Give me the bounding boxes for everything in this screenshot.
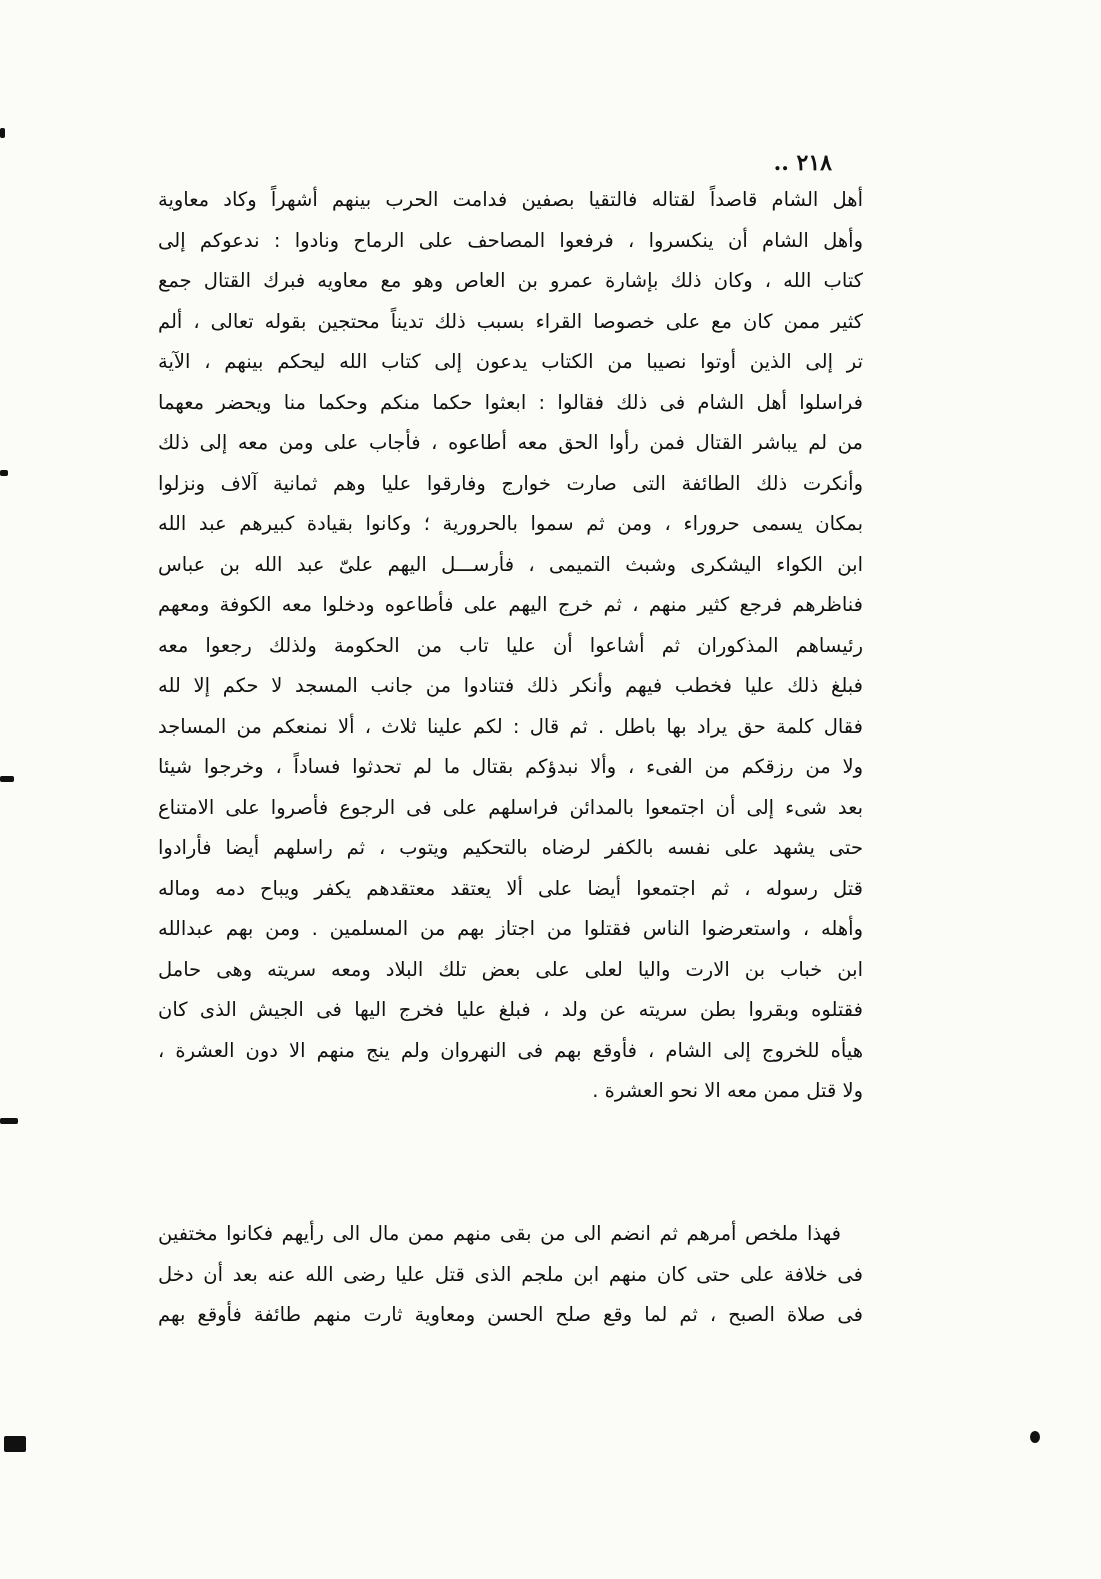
page-number: ٢١٨ .. — [773, 150, 832, 176]
scan-mark — [0, 470, 8, 476]
text-line: وأنكرت ذلك الطائفة التى صارت خوارج وفارقوا عليا وهم ثمانية آلاف ونزلوا — [158, 471, 863, 495]
text-line: فبلغ ذلك عليا فخطب فيهم وأنكر ذلك فتنادوا من جانب المسجد لا حكم إلا لله — [158, 674, 863, 697]
text-line: وأهل الشام أن ينكسروا ، فرفعوا المصاحف على الرماح ونادوا : ندعوكم إلى — [158, 228, 863, 252]
text-line: هيأه للخروج إلى الشام ، فأوقع بهم فى النهروان ولم ينج منهم الا دون العشرة ، — [158, 1038, 863, 1062]
text-line: فراسلوا أهل الشام فى ذلك فقالوا : ابعثوا حكما منكم وحكما منا ويحضر معهما — [158, 390, 863, 414]
scan-mark — [4, 1436, 26, 1452]
text-line: حتى يشهد على نفسه بالكفر لرضاه بالتحكيم ويتوب ، ثم راسلهم أيضا فأرادوا — [158, 836, 863, 859]
text-line: فقتلوه وبقروا بطن سريته عن ولد ، فبلغ عليا فخرج اليها فى الجيش الذى كان — [158, 998, 863, 1021]
scan-mark — [1030, 1431, 1040, 1443]
text-line: فناظرهم فرجع كثير منهم ، ثم خرج اليهم على فأطاعوه ودخلوا معه الكوفة ومعهم — [158, 593, 863, 616]
text-line: وأهله ، واستعرضوا الناس فقتلوا من اجتاز بهم من المسلمين . ومن بهم عبدالله — [158, 917, 863, 940]
text-line: فقال كلمة حق يراد بها باطل . ثم قال : لكم علينا ثلاث ، ألا نمنعكم من المساجد — [158, 714, 863, 738]
text-line: فى صلاة الصبح ، ثم لما وقع صلح الحسن ومعاوية ثارت منهم طائفة فأوقع بهم — [158, 1303, 863, 1326]
body-paragraph-2 — [158, 1214, 863, 1336]
scan-mark — [0, 128, 5, 138]
scan-mark — [0, 1118, 18, 1124]
text-line: كتاب الله ، وكان ذلك بإشارة عمرو بن العاص وهو مع معاويه فبرك القتال جمع — [158, 269, 863, 292]
text-line: أهل الشام قاصداً لقتاله فالتقيا بصفين فدامت الحرب بينهم أشهراً وكاد معاوية — [158, 188, 863, 211]
text-line: رئيساهم المذكوران ثم أشاعوا أن عليا تاب من الحكومة ولذلك رجعوا معه — [158, 633, 863, 657]
text-line: تر إلى الذين أوتوا نصيبا من الكتاب يدعون إلى كتاب الله ليحكم بينهم ، الآية — [158, 350, 863, 373]
text-line: ابن خباب بن الارت واليا لعلى على بعض تلك البلاد ومعه سريته وهى حامل — [158, 957, 863, 981]
text-line: ابن الكواء اليشكرى وشبث التميمى ، فأرســـل اليهم علىّ عبد الله بن عباس — [158, 552, 863, 576]
body-paragraph-1 — [158, 180, 863, 1112]
text-line: من لم يباشر القتال فمن رأوا الحق معه أطاعوه ، فأجاب على ومن معه إلى ذلك — [158, 431, 863, 454]
text-line: بمكان يسمى حروراء ، ومن ثم سموا بالحرورية ؛ وكانوا بقيادة كبيرهم عبد الله — [158, 512, 863, 535]
text-line: كثير ممن كان مع على خصوصا القراء بسبب ذلك تديناً محتجين بقوله تعالى ، ألم — [158, 309, 863, 333]
text-line: قتل رسوله ، ثم اجتمعوا أيضا على ألا يعتقد معتقدهم يكفر ويباح دمه وماله — [158, 876, 863, 900]
text-line: فى خلافة على حتى كان منهم ابن ملجم الذى قتل عليا رضى الله عنه بعد أن دخل — [158, 1262, 863, 1286]
text-line: فهذا ملخص أمرهم ثم انضم الى من بقى منهم ممن مال الى رأيهم فكانوا مختفين — [158, 1222, 841, 1245]
text-line: بعد شىء إلى أن اجتمعوا بالمدائن فراسلهم على فى الرجوع فأصروا على الامتناع — [158, 795, 863, 819]
text-line: ولا قتل ممن معه الا نحو العشرة . — [592, 1079, 863, 1102]
text-line: ولا من رزقكم من الفىء ، وألا نبدؤكم بقتال ما لم تحدثوا فساداً ، وخرجوا شيئا — [158, 755, 863, 778]
scan-mark — [0, 776, 14, 782]
